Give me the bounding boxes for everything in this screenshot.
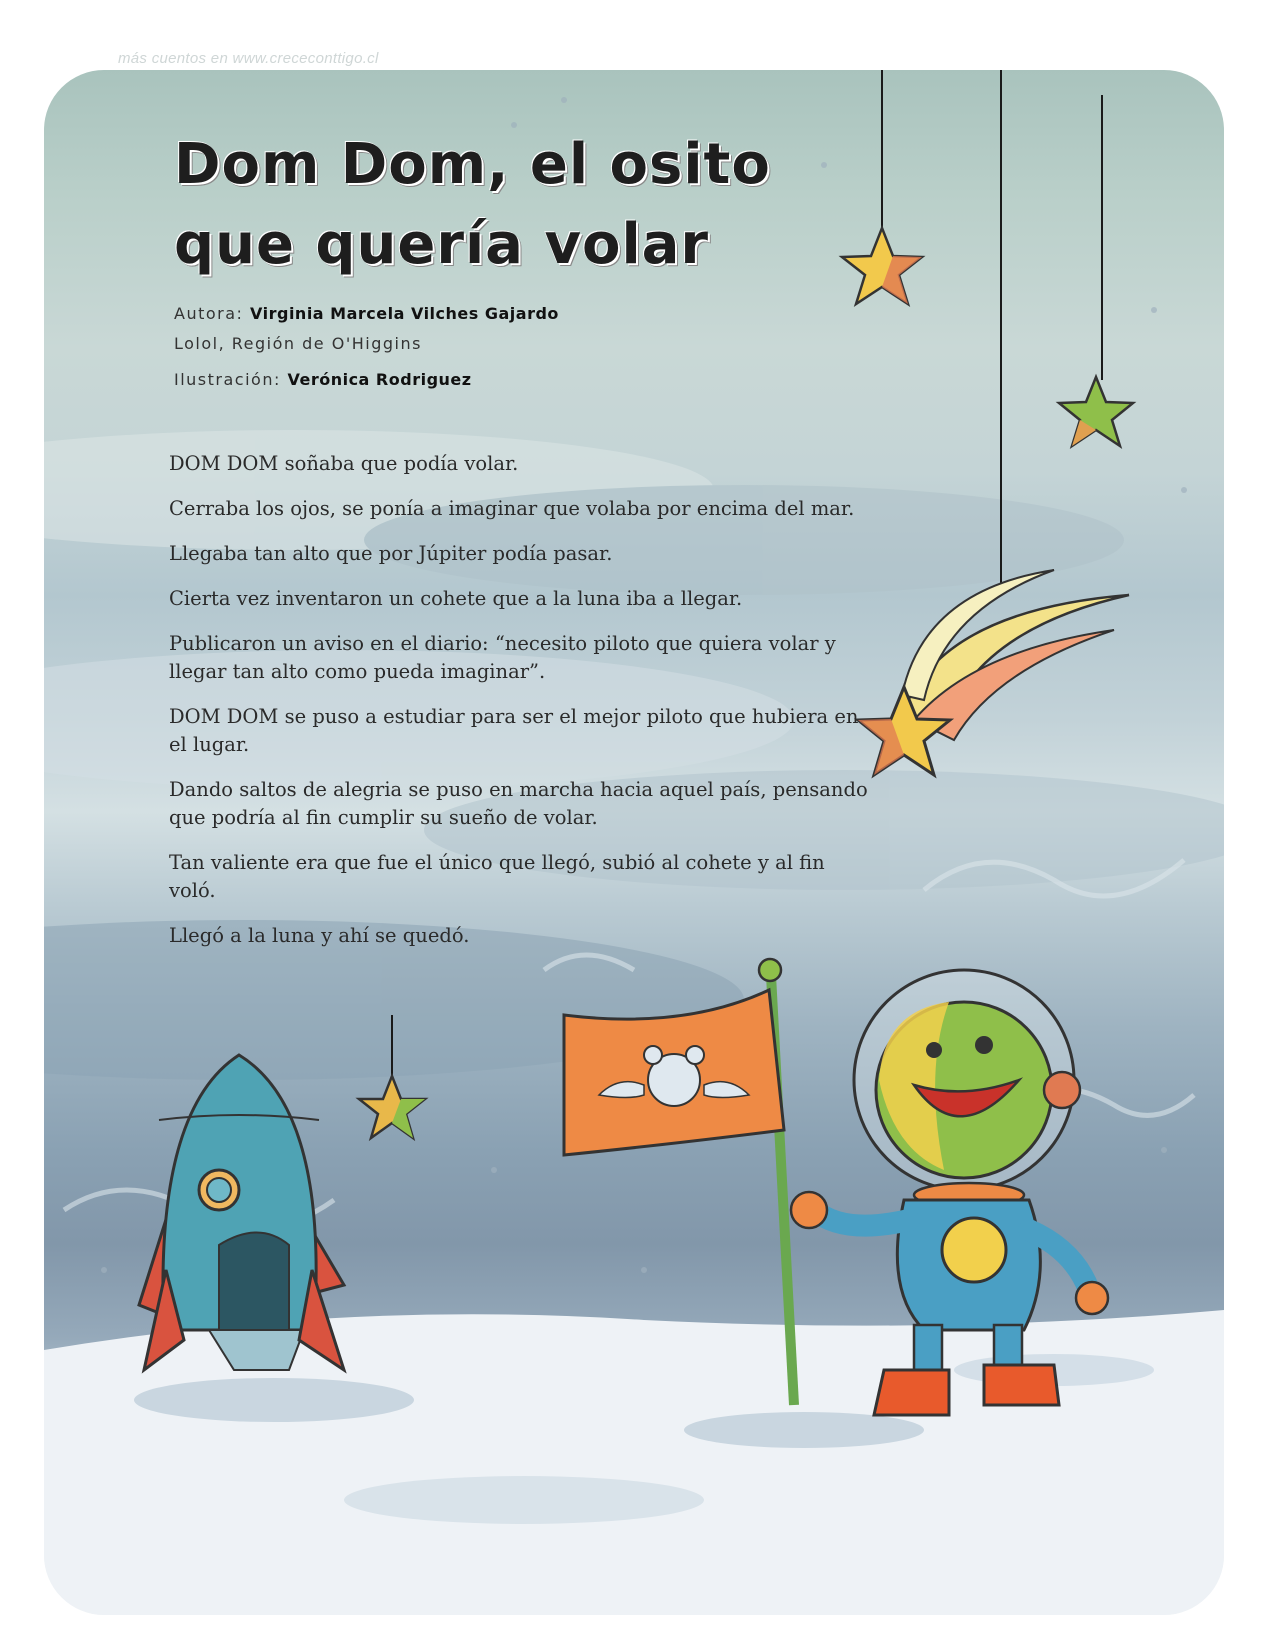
illustrator-name: Verónica Rodriguez	[287, 370, 472, 389]
location-line: Lolol, Región de O'Higgins	[174, 334, 422, 353]
story-text	[169, 450, 869, 967]
watermark: más cuentos en www.crececonttigo.cl	[118, 50, 379, 67]
shooting-star-icon	[858, 570, 1129, 775]
rocket-icon	[139, 1055, 344, 1370]
credits-block	[174, 304, 559, 400]
story-paragraph: DOM DOM soñaba que podía volar.	[169, 452, 519, 475]
illustration-label: Ilustración:	[174, 370, 281, 389]
story-paragraph: Llegó a la luna y ahí se quedó.	[169, 924, 470, 947]
story-paragraph: Llegaba tan alto que por Júpiter podía pasar.	[169, 542, 613, 565]
story-paragraph: DOM DOM se puso a estudiar para ser el mejor piloto que hubiera en el lugar.	[169, 705, 859, 756]
title-line-2: que quería volar	[174, 212, 710, 277]
author-label: Autora:	[174, 304, 244, 323]
moon-surface-icon	[44, 1310, 1224, 1615]
illustration-panel	[44, 70, 1224, 1615]
illustrator-line	[174, 370, 559, 400]
hanging-star-icon	[359, 1076, 425, 1138]
story-paragraph: Dando saltos de alegria se puso en marcha hacia aquel país, pensando que podría al fin cumplir su sueño de volar.	[169, 778, 868, 829]
story-paragraph: Cerraba los ojos, se ponía a imaginar que volaba por encima del mar.	[169, 497, 855, 520]
hanging-star-icon	[1059, 377, 1133, 446]
hanging-star-icon	[842, 228, 922, 304]
title-line-1: Dom Dom, el osito	[174, 132, 771, 197]
author-line	[174, 304, 559, 334]
story-paragraph: Tan valiente era que fue el único que llegó, subió al cohete y al fin voló.	[169, 851, 825, 902]
story-paragraph: Cierta vez inventaron un cohete que a la luna iba a llegar.	[169, 587, 743, 610]
author-name: Virginia Marcela Vilches Gajardo	[250, 304, 559, 323]
page-title	[174, 125, 771, 285]
story-paragraph: Publicaron un aviso en el diario: “necesito piloto que quiera volar y llegar tan alto como pueda imaginar”.	[169, 632, 836, 683]
